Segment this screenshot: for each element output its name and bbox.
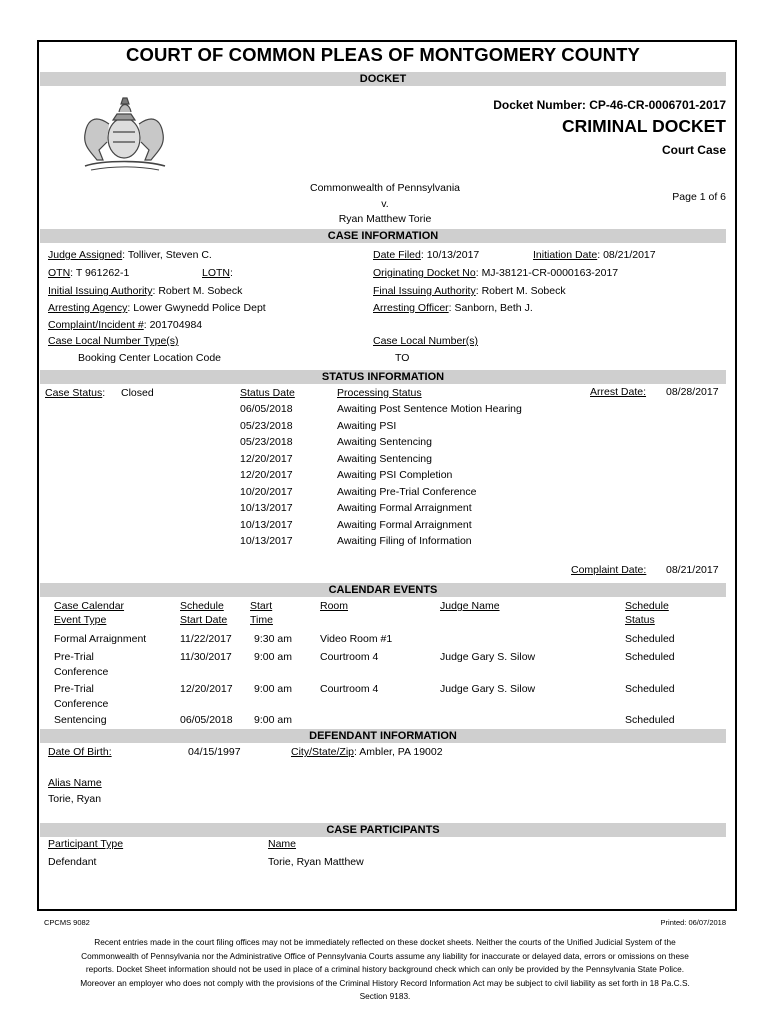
calendar-cell-time: 9:00 am (254, 714, 292, 726)
cal-header-sched-1: Schedule (180, 600, 224, 612)
local-number-header: Case Local Number(s) (373, 335, 479, 347)
disclaimer-text: Recent entries made in the court filing offices may not be immediately reflected on these docket sheets. Neither the courts of the Unified Judicial System of the Commonwealth of Pennsylvania nor the Administrative Office of Pennsylvania Courts assume any liability for inaccurate or delayed data, errors or omissions on these reports. Docket Sheet information should not be used in place of a criminal history background check which can only be provided by the Pennsylvania State Police. Moreover an employer who does not comply with the provisions of the Criminal History Record Information Act may be subject to civil liability as set forth in 18 Pa.C.S. Section 9183. (80, 937, 690, 1002)
alias-name-value: Torie, Ryan (48, 793, 102, 805)
dob-value: 04/15/1997 (188, 746, 241, 758)
page-indicator: Page 1 of 6 (672, 191, 726, 203)
calendar-cell-room: Video Room #1 (320, 633, 393, 645)
participant-type-header: Participant Type (48, 838, 124, 850)
processing-status-header: Processing Status (337, 387, 422, 399)
status-row-status: Awaiting PSI Completion (337, 469, 453, 481)
calendar-cell-date: 06/05/2018 (180, 714, 233, 726)
status-row-date: 10/13/2017 (240, 518, 293, 531)
cal-header-start-1: Start (250, 600, 273, 612)
status-row-date: 10/13/2017 (240, 502, 293, 514)
calendar-cell-date: 11/30/2017 (180, 651, 232, 663)
status-row-status: Awaiting Formal Arraignment (337, 502, 472, 514)
cal-header-room: Room (320, 600, 349, 612)
docket-number: Docket Number: CP-46-CR-0006701-2017 (493, 98, 726, 112)
participant-type-value: Defendant (48, 856, 97, 868)
cal-header-judge: Judge Name (440, 600, 500, 612)
status-row-status: Awaiting Sentencing (337, 436, 432, 448)
city-state-zip: City/State/Zip: Ambler, PA 19002 (291, 746, 443, 758)
arresting-agency: Arresting Agency: Lower Gwynedd Police Dept (48, 302, 266, 314)
participant-name-header: Name (268, 838, 297, 850)
originating-docket: Originating Docket No: MJ-38121-CR-0000163-2017 (373, 267, 619, 279)
dob-label: Date Of Birth: (48, 746, 112, 758)
versus-label: v. (381, 198, 389, 210)
complaint-incident: Complaint/Incident #: 201704984 (48, 319, 203, 331)
initiation-date: Initiation Date: 08/21/2017 (533, 249, 656, 261)
calendar-cell-room: Courtroom 4 (320, 651, 379, 663)
calendar-cell-time: 9:00 am (254, 651, 292, 663)
calendar-cell-status: Scheduled (625, 683, 675, 695)
calendar-cell-status: Scheduled (625, 714, 675, 726)
local-number-type-header: Case Local Number Type(s) (48, 335, 179, 347)
calendar-cell-judge: Judge Gary S. Silow (440, 651, 536, 663)
status-row-status: Awaiting Filing of Information (337, 535, 472, 547)
cal-header-event-2: Event Type (54, 614, 107, 626)
final-issuing-authority: Final Issuing Authority: Robert M. Sobeck (373, 285, 566, 297)
cal-header-status-1: Schedule (625, 600, 669, 612)
status-row-status: Awaiting PSI (337, 419, 397, 432)
calendar-cell-room: Courtroom 4 (320, 683, 379, 695)
participant-name-value: Torie, Ryan Matthew (268, 856, 364, 868)
status-row-status: Awaiting Sentencing (337, 452, 432, 465)
status-row-status: Awaiting Formal Arraignment (337, 518, 472, 531)
case-participants-bar: CASE PARTICIPANTS (40, 823, 726, 837)
cal-header-sched-2: Start Date (180, 614, 228, 626)
arrest-date-value: 08/28/2017 (666, 386, 719, 398)
initial-issuing-authority: Initial Issuing Authority: Robert M. Sobeck (48, 285, 243, 297)
calendar-cell-event1: Formal Arraignment (54, 633, 147, 645)
status-row-date: 10/13/2017 (240, 535, 293, 547)
calendar-events-bar: CALENDAR EVENTS (40, 583, 726, 597)
calendar-cell-event1: Pre-Trial (54, 683, 94, 695)
calendar-cell-event2: Conference (54, 698, 109, 710)
pennsylvania-seal-icon (73, 90, 176, 174)
calendar-cell-date: 12/20/2017 (180, 683, 233, 695)
case-status-value: Closed (121, 387, 154, 399)
defendant-name: Ryan Matthew Torie (338, 213, 432, 225)
status-row-date: 05/23/2018 (240, 436, 293, 448)
status-row-date: 10/20/2017 (240, 485, 293, 498)
judge-assigned: Judge Assigned: Tolliver, Steven C. (48, 249, 212, 261)
status-row-status: Awaiting Post Sentence Motion Hearing (337, 403, 522, 415)
case-status: Case Status: (45, 387, 106, 399)
status-date-header: Status Date (240, 387, 295, 399)
calendar-cell-date: 11/22/2017 (180, 633, 232, 645)
docket-bar: DOCKET (40, 72, 726, 86)
court-title: COURT OF COMMON PLEAS OF MONTGOMERY COUNTY (126, 44, 640, 65)
calendar-cell-event1: Pre-Trial (54, 651, 94, 663)
otn: OTN: T 961262-1 (48, 267, 130, 279)
cal-header-status-2: Status (625, 614, 655, 626)
calendar-cell-status: Scheduled (625, 651, 675, 663)
complaint-date-value: 08/21/2017 (666, 564, 719, 576)
docket-type: CRIMINAL DOCKET (562, 116, 726, 136)
arrest-date-label: Arrest Date: (590, 386, 647, 398)
defendant-information-bar: DEFENDANT INFORMATION (40, 729, 726, 743)
status-row-date: 12/20/2017 (240, 469, 293, 481)
form-id: CPCMS 9082 (44, 918, 90, 927)
court-case-label: Court Case (661, 143, 726, 157)
cal-header-start-2: Time (250, 614, 273, 626)
local-number-value: TO (395, 352, 410, 364)
calendar-cell-time: 9:00 am (254, 683, 292, 695)
calendar-cell-time: 9:30 am (254, 633, 292, 645)
status-row-status: Awaiting Pre-Trial Conference (337, 485, 477, 498)
alias-name-header: Alias Name (48, 777, 102, 789)
date-filed: Date Filed: 10/13/2017 (373, 249, 480, 261)
status-row-date: 12/20/2017 (240, 452, 293, 465)
cal-header-event-1: Case Calendar (54, 600, 125, 612)
printed-date: Printed: 06/07/2018 (660, 918, 726, 927)
arresting-officer: Arresting Officer: Sanborn, Beth J. (373, 302, 533, 314)
plaintiff-name: Commonwealth of Pennsylvania (310, 182, 460, 194)
lotn: LOTN: (202, 267, 233, 279)
calendar-cell-judge: Judge Gary S. Silow (440, 683, 536, 695)
calendar-cell-event1: Sentencing (54, 714, 107, 726)
calendar-cell-status: Scheduled (625, 633, 675, 645)
complaint-date-label: Complaint Date: (571, 564, 647, 576)
status-information-bar: STATUS INFORMATION (40, 370, 726, 384)
case-information-bar: CASE INFORMATION (40, 229, 726, 243)
calendar-cell-event2: Conference (54, 666, 109, 678)
status-row-date: 06/05/2018 (240, 403, 293, 415)
status-row-date: 05/23/2018 (240, 419, 293, 432)
local-number-type-value: Booking Center Location Code (78, 352, 222, 364)
